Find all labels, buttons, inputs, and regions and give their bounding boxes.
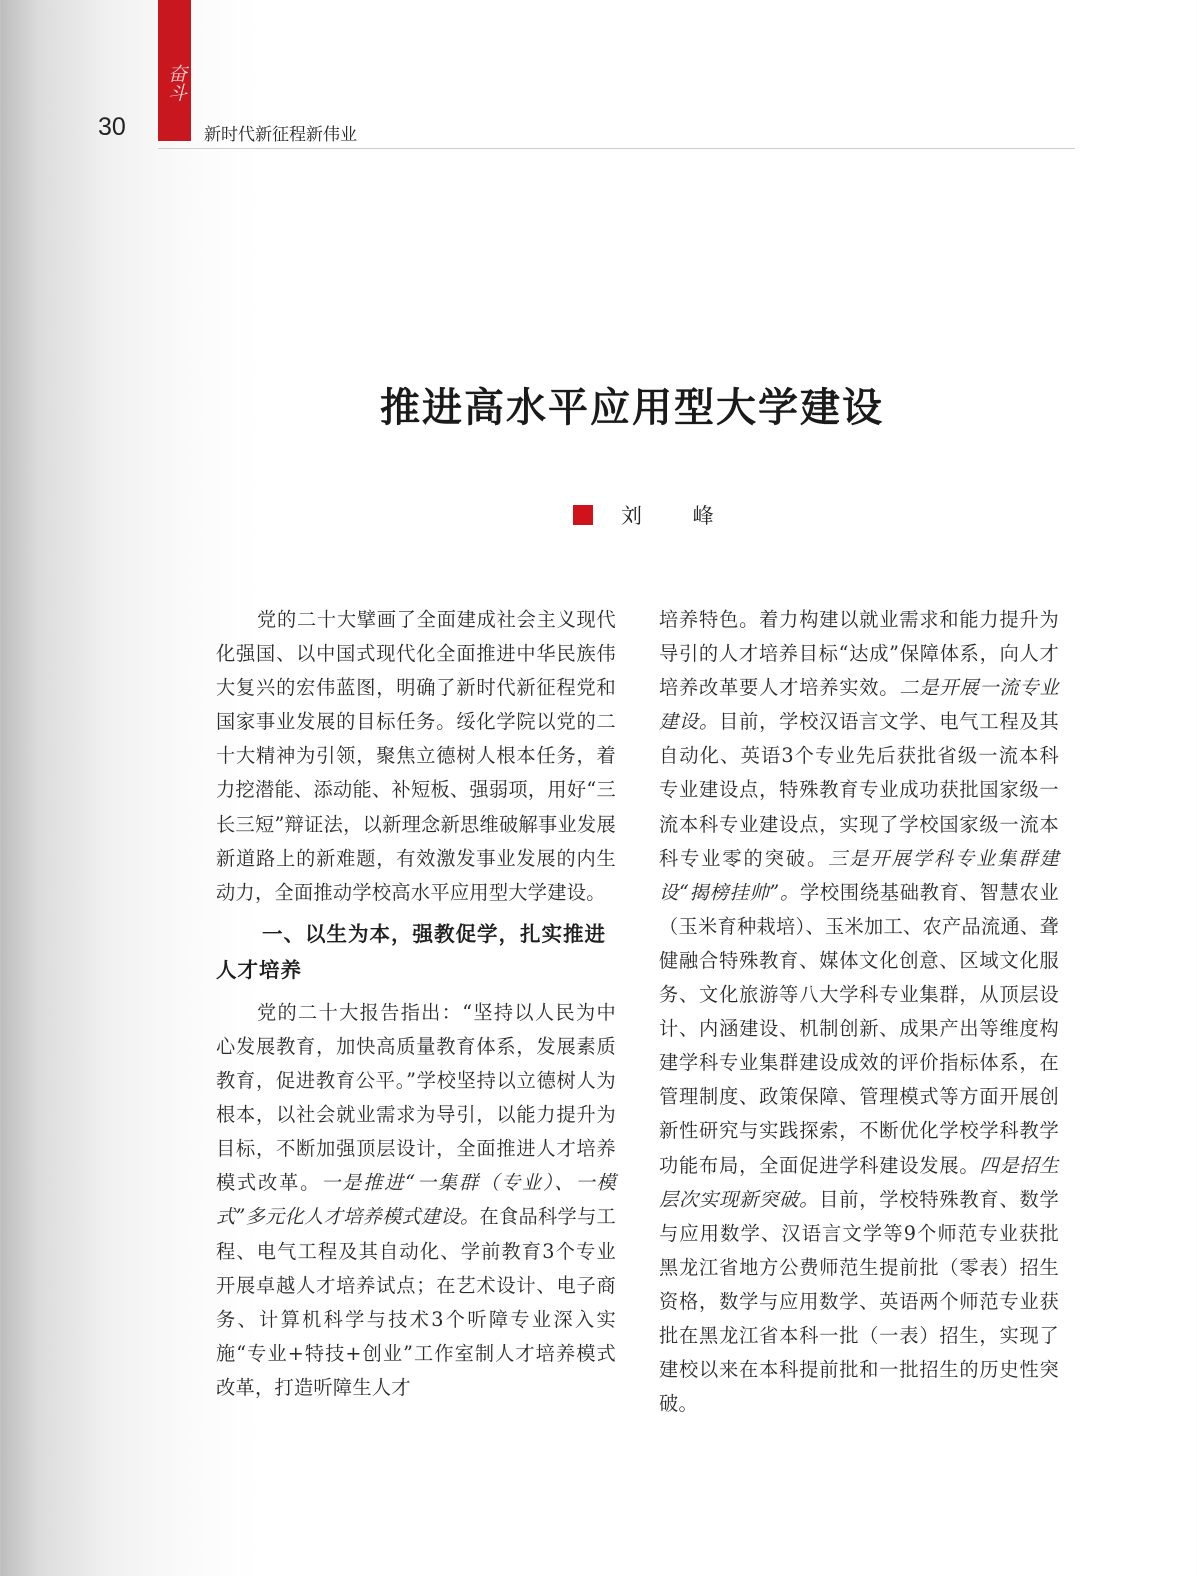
byline-red-square bbox=[573, 505, 593, 525]
paragraph-2-text-b: 在食品科学与工程、电气工程及其自动化、学前教育3个专业开展卓越人才培养试点；在艺术设计、电子商务、计算机科学与技术3个听障专业深入实施“专业+特技+创业”工作室制人才培养模式改革，打造听障生人才 bbox=[216, 1205, 616, 1399]
emphasis-point-3: 三是开展学科专业集群建设“揭榜挂帅”。 bbox=[659, 846, 1059, 904]
header-divider bbox=[158, 148, 1075, 149]
paragraph-3 bbox=[659, 603, 1059, 1421]
emphasis-point-4: 四是招生层次实现新突破。 bbox=[659, 1153, 1059, 1211]
right-column bbox=[659, 603, 1059, 1421]
paragraph-3-text-c: 学校围绕基础教育、智慧农业（玉米育种栽培）、玉米加工、农产品流通、聋健融合特殊教育、媒体文化创意、区域文化服务、文化旅游等八大学科专业集群，从顶层设计、内涵建设、机制创新、成果产出等维度构建学科专业集群建设成效的评价指标体系，在管理制度、政策保障、管理模式等方面开展创新性研究与实践探索，不断优化学校学科教学功能布局，全面促进学科建设发展。 bbox=[659, 880, 1059, 1177]
paragraph-3-text-a: 培养特色。着力构建以就业需求和能力提升为导引的人才培养目标“达成”保障体系，向人才培养改革要人才培养实效。 bbox=[659, 608, 1059, 700]
emphasis-point-1: 一是推进“一集群（专业）、一模式”多元化人才培养模式建设。 bbox=[216, 1171, 617, 1229]
paragraph-3-text-b: 目前，学校汉语言文学、电气工程及其自动化、英语3个专业先后获批省级一流本科专业建设点，特殊教育专业成功获批国家级一流本科专业建设点，实现了学校国家级一流本科专业零的突破。 bbox=[659, 710, 1059, 870]
emphasis-point-2: 二是开展一流专业建设。 bbox=[659, 676, 1059, 734]
paragraph-intro: 党的二十大擘画了全面建成社会主义现代化强国、以中国式现代化全面推进中华民族伟大复兴的宏伟蓝图，明确了新时代新征程党和国家事业发展的目标任务。绥化学院以党的二十大精神为引领，聚焦立德树人根本任务，着力挖潜能、添动能、补短板、强弱项，用好“三长三短”辩证法，以新理念新思维破解事业发展新道路上的新难题，有效激发事业发展的内生动力，全面推动学校高水平应用型大学建设。 bbox=[216, 608, 616, 904]
paragraph-2-text-a: 党的二十大报告指出：“坚持以人民为中心发展教育，加快高质量教育体系，发展素质教育，促进教育公平。”学校坚持以立德树人为根本，以社会就业需求为导引，以能力提升为目标，不断加强顶层设计，全面推进人才培养模式改革。 bbox=[216, 1000, 616, 1195]
paragraph-2 bbox=[216, 996, 616, 1405]
section-heading-1: 一、以生为本，强教促学，扎实推进人才培养 bbox=[216, 921, 606, 982]
magazine-logo: 奋斗 bbox=[165, 64, 187, 102]
paragraph-3-text-d: 目前，学校特殊教育、数学与应用数学、汉语言文学等9个师范专业获批黑龙江省地方公费师范生提前批（零表）招生资格，数学与应用数学、英语两个师范专业获批在黑龙江省本科一批（一表）招生，实现了建校以来在本科提前批和一批招生的历史性突破。 bbox=[659, 1187, 1059, 1416]
left-column bbox=[216, 603, 616, 1405]
page-number: 30 bbox=[98, 113, 126, 141]
article-title: 推进高水平应用型大学建设 bbox=[380, 385, 884, 431]
byline bbox=[573, 500, 736, 530]
section-title: 新时代新征程新伟业 bbox=[204, 125, 357, 145]
author-name: 刘 峰 bbox=[621, 504, 736, 528]
